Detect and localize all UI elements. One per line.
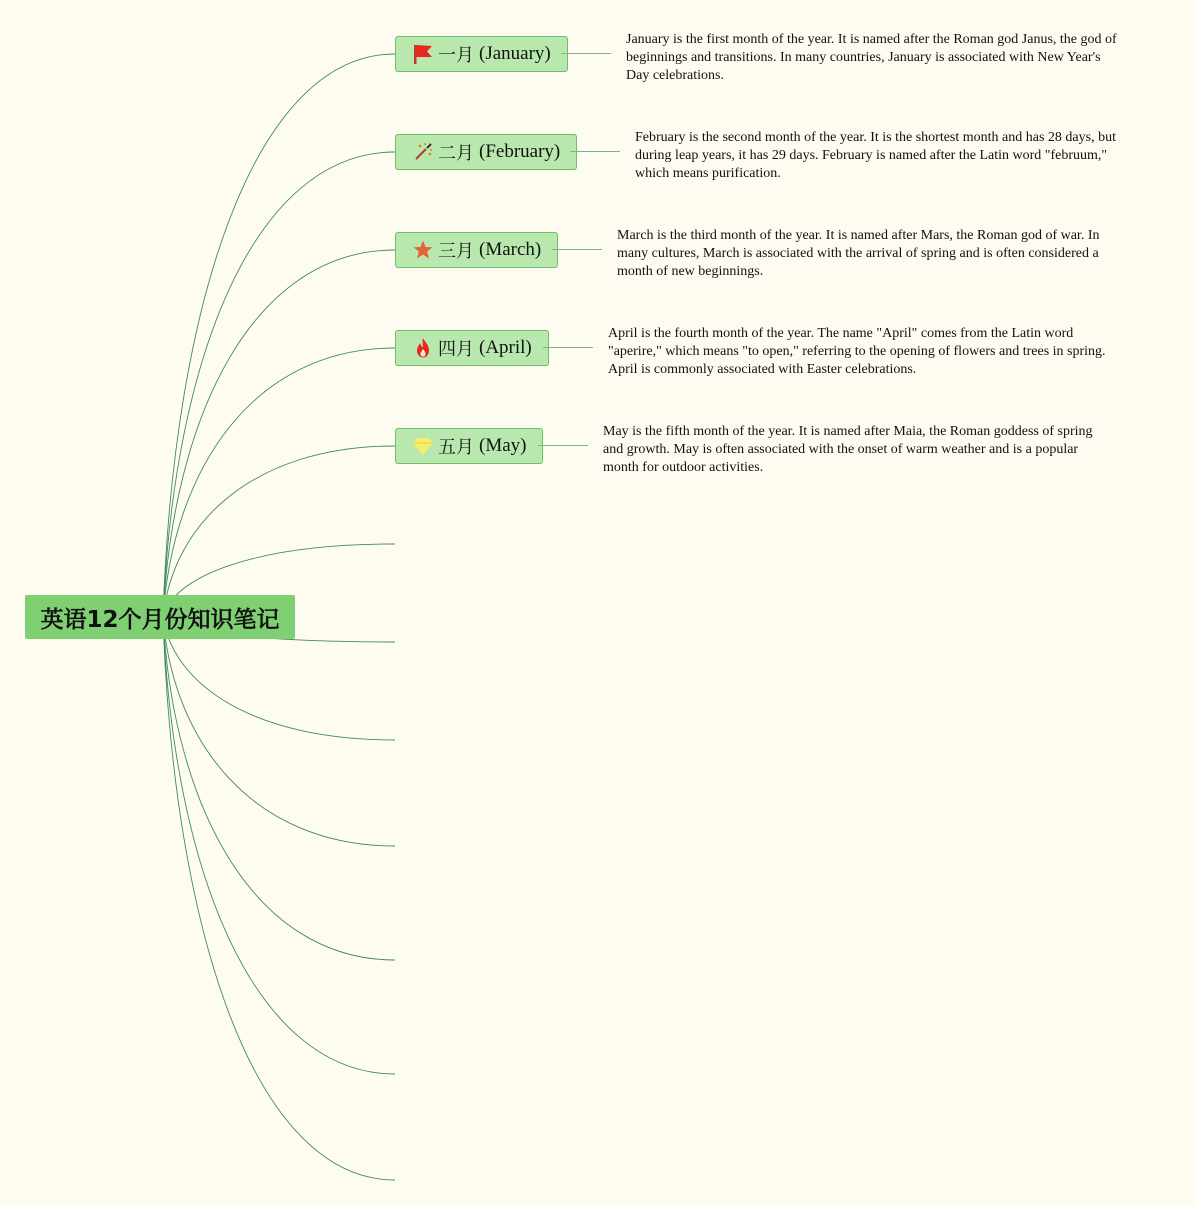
month-cn-label: 三月 — [438, 241, 474, 262]
branch-curve — [163, 446, 395, 617]
month-node-february[interactable] — [395, 134, 577, 170]
note-april: April is the fourth month of the year. The name "April" comes from the Latin word "aperire," which means "to open," referring to the opening of flowers and trees in spring. April is commonly associated with Easter celebrations. — [608, 326, 1106, 377]
month-node-march[interactable] — [395, 232, 558, 268]
note-january: January is the first month of the year. It is named after the Roman god Janus, the god of beginnings and transitions. In many countries, January is associated with New Year's Day celebrations. — [626, 32, 1117, 83]
root-topic[interactable] — [25, 595, 295, 639]
note-connector — [552, 249, 602, 250]
note-may: May is the fifth month of the year. It is named after Maia, the Roman goddess of spring and growth. May is often associated with the onset of warm weather and is a popular month for outdoor activities. — [603, 424, 1093, 475]
month-cn-label: 一月 — [438, 45, 474, 66]
flag-icon — [412, 43, 434, 65]
month-node-may[interactable] — [395, 428, 543, 464]
month-node-january[interactable] — [395, 36, 568, 72]
branch-curve — [163, 250, 395, 617]
branch-curve — [163, 54, 395, 617]
note-connector — [561, 53, 611, 54]
magic-wand-icon — [412, 141, 434, 163]
month-node-april[interactable] — [395, 330, 549, 366]
month-en-label: (March) — [479, 239, 542, 260]
note-february: February is the second month of the year. It is the shortest month and has 28 days, but during leap years, it has 29 days. February is named after the Latin word "februum," which means purification. — [635, 130, 1116, 181]
branch-curve — [163, 152, 395, 617]
branch-curve — [163, 617, 395, 1074]
month-en-label: (April) — [479, 337, 532, 358]
note-connector — [570, 151, 620, 152]
month-cn-label: 四月 — [438, 339, 474, 360]
branch-curve — [163, 348, 395, 617]
branch-curve — [163, 617, 395, 846]
note-connector — [543, 347, 593, 348]
month-cn-label: 五月 — [438, 437, 474, 458]
month-en-label: (May) — [479, 435, 527, 456]
month-en-label: (February) — [479, 141, 561, 162]
note-march: March is the third month of the year. It is named after Mars, the Roman god of war. In many cultures, March is associated with the arrival of spring and is often considered a month of new beginnings. — [617, 228, 1100, 279]
gem-icon — [412, 435, 434, 457]
fire-icon — [412, 337, 434, 359]
star-icon — [412, 239, 434, 261]
note-connector — [538, 445, 588, 446]
month-cn-label: 二月 — [438, 143, 474, 164]
root-title: 英语12个月份知识笔记 — [40, 606, 280, 633]
branch-curve — [163, 617, 395, 1180]
month-en-label: (January) — [479, 43, 551, 64]
